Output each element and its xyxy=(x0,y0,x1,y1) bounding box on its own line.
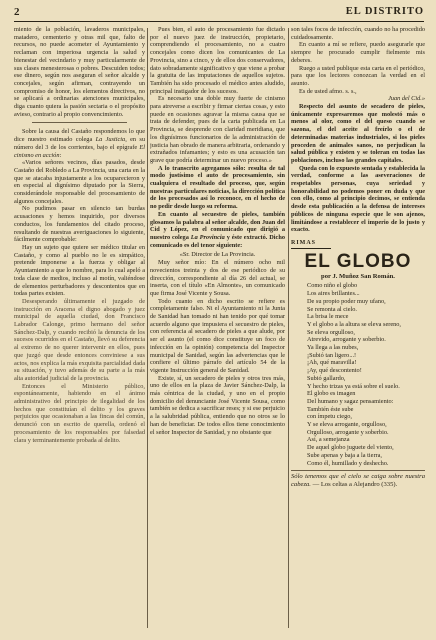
poem-author: por J. Muñoz San Román. xyxy=(321,272,395,280)
poem-line: Del humano y sagaz pensamiento: xyxy=(307,397,394,405)
poem-line: Como niño el globo xyxy=(307,282,358,290)
poem-line: ¡Subió tan ligero...! xyxy=(307,351,357,359)
poem-line: Los aires brillantes... xyxy=(307,290,360,298)
poem-title: EL GLOBO xyxy=(304,250,412,272)
page-number: 2 xyxy=(14,6,20,18)
paragraph: Queda con lo expuesto sentada y establecida la verdad, conforme a las aseveraciones de respetables personas, cuya seriedad y honorabilidad no podemos poner en duda y que con ello, como al principio decimos, se entienda desde esta publicación a la defensa de intereses públicos de ninguna especie que le son ajenos, limitándose a restablecer el imperio de lo justo y exacto. xyxy=(291,164,425,234)
paragraph: Existe, sí, un secadero de pieles y otros tres más, uno de ellos en la plaza de Javier Sánchez-Dalp, la más céntrica de la ciudad, y uno en el propio domicilio del denunciante José Vicente Sousa, como también se dedica a sacrificar reses; y si ese perjuicio a la salubridad pública, entiendo que no otros se lo han de beneficiar. De todos ellos tiene conocimiento el señor Inspector de Sanidad, y no obstante que xyxy=(150,374,285,436)
header-rule xyxy=(14,21,424,22)
paragraph: miento de la población, lavaderos municipales, matadero, cementerio y otras mil que, falto de recursos, no puede acometer el Ayuntamiento y reclaman con imperiosa urgencia la salud y bienestar del vecindario y muy particularmente de sus clases menesterosas o pobres. Descuiden todos; ese dinero, según nos aseguran el señor alcalde y concejales, según afirman, contrayendo un compromiso de honor, los elementos directivos, no se aplicará a ordinarias atenciones municipales, diga cuanto quiera la pasión sectaria o el propósito avieso, contrario al propio convencimiento. xyxy=(14,26,145,118)
poem-line: De su propio poder muy ufano, xyxy=(307,297,386,305)
poem-line: Atrevido, arrogante y soberbio. xyxy=(307,336,386,344)
poem xyxy=(291,282,425,467)
poem-line: con ímpetu ciego, xyxy=(307,413,352,421)
column-1 xyxy=(14,26,145,632)
poem-line: Y hecho trizas ya está sobre el suelo. xyxy=(307,382,400,390)
paragraph: Sobre la causa del Castaño respondemos lo que dice nuestro estimado colega La Justicia, en su número del 3 de los corrientes, bajo el epígrafe El cinismo en acción: xyxy=(14,128,145,159)
poem-line: Subió gallardo, xyxy=(307,374,346,382)
paragraph: En cuanto al secuestro de pieles, también glosamos la palabra al señor alcalde, don Juan del Cid y López, en el comunicado que dirigió a nuestro colega La Provincia y éste extractó. Dicho comunicado es del tenor siguiente: xyxy=(150,210,285,249)
paragraph: En cuanto a mí se refiere, puedo asegurarle que siempre he procurado cumplir fielmente mis deberes. xyxy=(291,41,425,64)
paragraph: Desesperando últimamente el juzgado de instrucción en Aracena el digno abogado y juez municipal de aquella ciudad, don Francisco Labrador Calonge, primo hermano del señor Sánchez-Dalp, y cuando recibió la denuncia de los sucesos ocurridos en el Castaño, llevó su deferencia al extremo de no querer intervenir en ellos, pues que juzgó que desde entonces conviniese a sus actos, nos explica la más exquisita parcialidad dada su situación, y tuvo además de su parte a la más alta autoridad judicial de la provincia. xyxy=(14,297,145,382)
poem-line: Así, a semejanza xyxy=(307,436,350,444)
poem-line: ¡Ah, qué maravilla! xyxy=(307,359,357,367)
paragraph: Muy señor mío: En el número ocho mil novecientos treinta y dos de ese periódico de su dirección, correspondiente al día 26 del actual, se inserta, con el título «En Almonte», un comunicado que firma José Vicente y Sousa. xyxy=(150,259,285,297)
paragraph: «Varios señores vecinos, días pasados, desde Castaño del Robledo a La Provincia, una carta en la que se atacaba injustamente a los ocuparecieron y en especial al dignísimo diputado por la Sierra, considerándole responsable del procesamiento de algunos concejales. xyxy=(14,159,145,205)
column-divider-1 xyxy=(147,28,148,628)
paragraph: Hay un sujeto que quiere ser médico titular en Castaño, y como al pueblo no le es simpático, pretende imponerse a la fuerza y obligar al Ayuntamiento a que lo nombre, para lo cual apeló a toda clase de medios, incluso al motín, valiéndose de elementos perturbadores y descontentos que en todas partes existen. xyxy=(14,243,145,298)
paragraph: No pudimos pasar en silencio tan burdas acusaciones y hemos inquirido, por diversos conductos, los fundamentos del citado proceso, resultando de nuestras averiguaciones lo siguiente, fácilmente comprobable: xyxy=(14,205,145,244)
signature: Juan del Cid.» xyxy=(388,95,425,103)
column-divider-2 xyxy=(288,28,289,628)
section-divider xyxy=(32,122,127,124)
paragraph: Es necesario una doble muy fuerte de cinismo para atreverse a escribir y firmar ciertas cosas, y esto puede en ocasiones agravar la misma causa que se trata de defender, pues de la carta publicada en La Provincia, se desprende con claridad meridiana, que los dignísimos funcionarios de la administración de justicia han obrado de manera arbitraria, ordenando y extrañados infamantes; y esto es una acusación tan grave que podría determinar un nuevo proceso.» xyxy=(150,95,285,164)
poem-line: La brisa le mece xyxy=(307,313,349,321)
poem-line: Se eleva orgulloso, xyxy=(307,328,355,336)
poem-line: Se remonta al cielo. xyxy=(307,305,358,313)
poem-line: De aquel globo juguete del viento, xyxy=(307,444,394,452)
poem-line: Y se eleva arrogante, orgulloso, xyxy=(307,421,387,429)
poem-line: Orgulloso, arrogante y soberbio. xyxy=(307,428,389,436)
column-2 xyxy=(150,26,285,632)
poem-line: El globo es imagen xyxy=(307,390,356,398)
page-header xyxy=(14,6,424,20)
paragraph: «Sr. Director de La Provincia. xyxy=(179,251,256,259)
closing-note: Sólo tenemos que el cielo se caiga sobre nuestra cabeza. — Los celtas a Alejandro (335). xyxy=(291,470,425,489)
paragraph: Entonces el Ministerio público, espontáneamente, habiendo en el ánimo administrativo del principio de ilegalidad de los hechos que constituían el delito y los graves perjuicios que ocasionaban a las fincas del común, denunció con un escrito de querella, ordenó el procesamiento de los responsables por falsedad clara y terminantemente probada al delito. xyxy=(14,382,145,444)
paragraph: Todo cuanto en dicho escrito se refiere es completamente falso. Ni el Ayuntamiento ni la Junta de Sanidad han tomado ni han tenido por qué tomar acuerdo alguno que impusiera el secuestro de pieles, con referencia al secadero de pieles a que alude, por ser el asunto (el como dice constituye un foco de infección en la opinión) competencia del Inspector municipal de Sanidad, según las advertencias que le confiere el último párrafo del artículo 54 de la vigente Instrucción general de Sanidad. xyxy=(150,297,285,374)
paragraph: Es de usted afmo. s. s., xyxy=(299,87,357,95)
paragraph: Ruego a usted publique esta carta en el periódico, para que los lectores conozcan la verdad en el asunto. xyxy=(291,64,425,87)
section-label-rimas: RIMAS xyxy=(291,240,331,249)
paragraph: A lo transcrito agregamos sólo: resulta de tal modo justísimo el auto de procesamiento, sin cualquiera el resultado del proceso, que, según nuestras particulares noticias, la dirección política de los procesados así lo reconoce, en el hecho de no pedir desde luego su reforma. xyxy=(150,164,285,211)
poem-line: Como él, humillado y deshecho. xyxy=(307,459,389,467)
poem-line: También éste sube xyxy=(307,405,354,413)
paragraph: son tales focos de infección, cuando no ha procedido cuidadosamente. xyxy=(291,26,425,41)
journal-title: EL DISTRITO xyxy=(345,6,424,17)
poem-line: ¡Ay, qué descontento! xyxy=(307,367,362,375)
poem-line: Y el globo a la altura se eleva sereno, xyxy=(307,320,402,328)
poem-line: Sube apenas y baja a la tierra, xyxy=(307,451,383,459)
column-3 xyxy=(291,26,425,632)
paragraph: Pues bien, el auto de procesamiento fue dictado por el nuevo juez de instrucción, propietario, comprendiendo el procesamiento, no a cuatro concejales como dicen los comunicantes de La Provincia, sino a cinco, y de ellos dos conservadores, dato sobradamente significativo y que viene a probar la gratuita de las imputaciones de aquellos sujetos. También ha sido procesado el médico antes aludido, principal instigador de los sucesos. xyxy=(150,26,285,95)
paragraph: Respecto del asunto de secadero de pieles, únicamente expresaremos que molestó más o menos al olor, como el del queso cuando se sazona, el del aceite al freírlo o el de determinadas materias industriales, si los pieles proceden de animales sanos, no perjudican la salud pública y existen y se toleran en todas las poblaciones, incluso las grandes capitales. xyxy=(291,103,425,164)
poem-line: Ya llega a las nubes, xyxy=(307,344,359,352)
